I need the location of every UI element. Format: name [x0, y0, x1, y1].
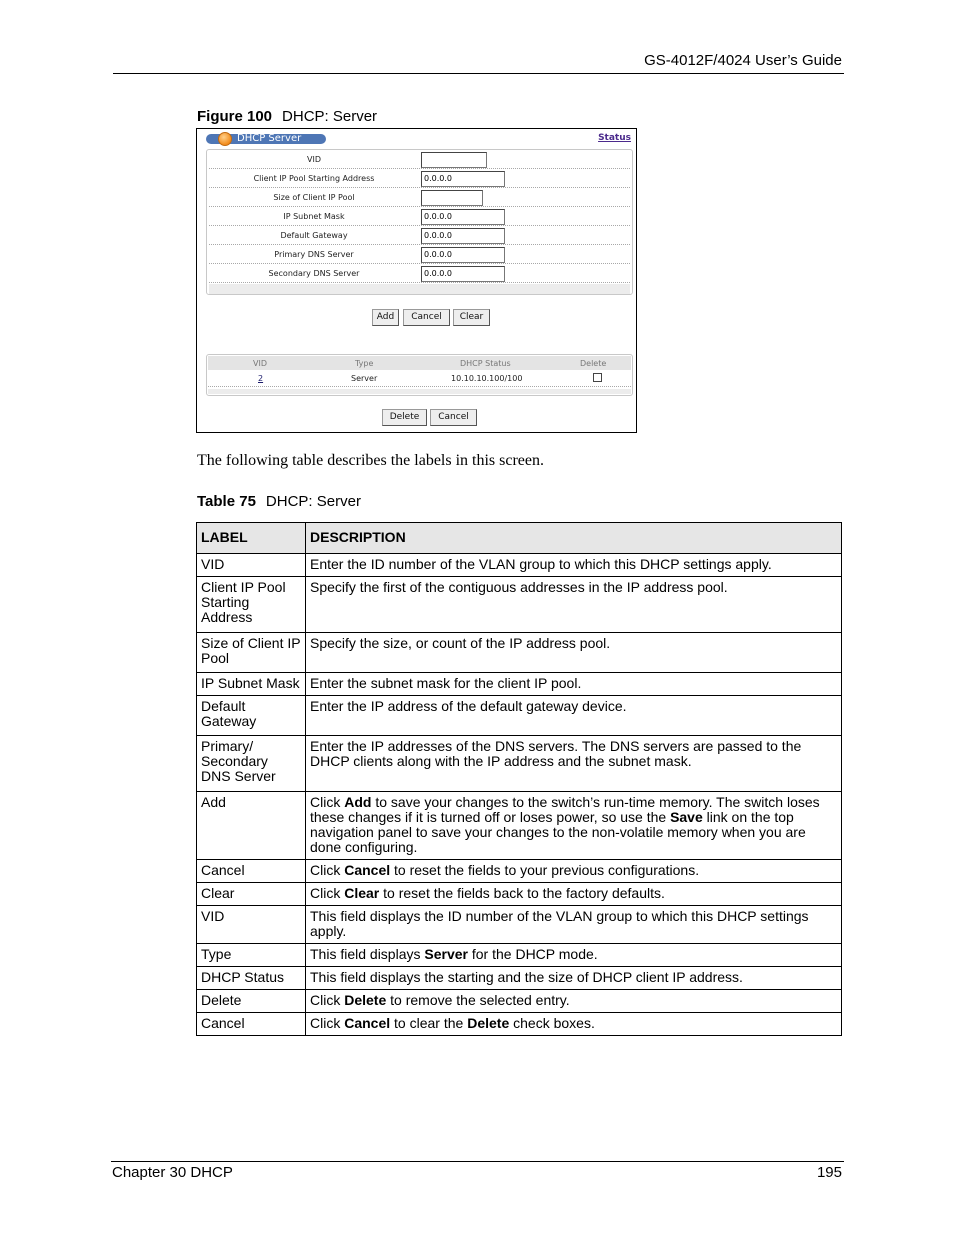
col-type: Type [355, 359, 374, 368]
figure-caption [197, 108, 377, 125]
table-row [197, 990, 842, 1013]
form-buttons [197, 309, 638, 327]
row-description: Enter the ID number of the VLAN group to which this DHCP settings apply. [306, 554, 842, 577]
secondary-dns-input[interactable]: 0.0.0.0 [421, 266, 505, 282]
row-label: Cancel [197, 860, 306, 883]
dhcp-server-list [206, 354, 633, 396]
row-label: Clear [197, 883, 306, 906]
chapter-label: Chapter 30 DHCP [112, 1164, 233, 1181]
table-row [197, 860, 842, 883]
figure-title: DHCP: Server [282, 108, 378, 125]
row-description: This field displays the ID number of the VLAN group to which this DHCP settings apply. [306, 906, 842, 944]
col-delete: Delete [580, 359, 607, 368]
table-row [197, 1013, 842, 1036]
row-description: Click Add to save your changes to the switch’s run-time memory. The switch loses these changes if it is turned off or loses power, so use the Save link on the top navigation panel to save your changes to the non-volatile memory when you are done configuring. [306, 792, 842, 860]
pool-size-input[interactable] [421, 190, 483, 206]
page-header [113, 52, 844, 74]
pool-start-input[interactable]: 0.0.0.0 [421, 171, 505, 187]
primary-dns-input[interactable]: 0.0.0.0 [421, 247, 505, 263]
row-description: Enter the IP address of the default gateway device. [306, 696, 842, 736]
vid-input[interactable] [421, 152, 487, 168]
table-row [197, 577, 842, 633]
row-label: Cancel [197, 1013, 306, 1036]
description-column-header: DESCRIPTION [306, 523, 842, 554]
form-row-vid [209, 150, 630, 169]
pool-size-label: Size of Client IP Pool [273, 193, 355, 202]
guide-title: GS-4012F/4024 User’s Guide [644, 52, 842, 69]
table-row [197, 736, 842, 792]
dhcp-server-screenshot [196, 128, 637, 433]
pool-start-label: Client IP Pool Starting Address [253, 174, 375, 183]
screen-title-bar [206, 134, 631, 144]
row-description: Specify the size, or count of the IP address pool. [306, 633, 842, 673]
label-description-table [196, 522, 842, 1036]
row-label: IP Subnet Mask [197, 673, 306, 696]
secondary-dns-label: Secondary DNS Server [268, 269, 360, 278]
row-description: Click Delete to remove the selected entry. [306, 990, 842, 1013]
gateway-label: Default Gateway [280, 231, 348, 240]
table-row [197, 633, 842, 673]
form-footer-bar [209, 284, 630, 294]
primary-dns-label: Primary DNS Server [274, 250, 354, 259]
subnet-mask-input[interactable]: 0.0.0.0 [421, 209, 505, 225]
row-label: VID [197, 554, 306, 577]
table-row [197, 696, 842, 736]
form-row-primary-dns [209, 245, 630, 264]
table-number: Table 75 [197, 493, 256, 510]
cancel-delete-button[interactable]: Cancel [430, 409, 477, 426]
row-description: Click Clear to reset the fields back to the factory defaults. [306, 883, 842, 906]
row-description: Specify the first of the contiguous addresses in the IP address pool. [306, 577, 842, 633]
table-row [197, 883, 842, 906]
row-type: Server [351, 374, 378, 383]
delete-button[interactable]: Delete [382, 409, 427, 426]
table-header-row [197, 523, 842, 554]
cancel-button[interactable]: Cancel [403, 309, 450, 326]
row-label: Delete [197, 990, 306, 1013]
table-row [197, 906, 842, 944]
page-footer [111, 1161, 844, 1185]
table-row [197, 673, 842, 696]
row-description: Click Cancel to reset the fields to your previous configurations. [306, 860, 842, 883]
table-row [197, 967, 842, 990]
form-row-gateway [209, 226, 630, 245]
screen-title: DHCP Server [237, 133, 302, 144]
col-vid: VID [253, 359, 267, 368]
table-row [197, 792, 842, 860]
row-label: Client IP Pool Starting Address [197, 577, 306, 633]
row-label: Add [197, 792, 306, 860]
status-link[interactable]: Status [598, 133, 631, 143]
row-label: DHCP Status [197, 967, 306, 990]
table-title: DHCP: Server [265, 493, 361, 510]
clear-button[interactable]: Clear [453, 309, 490, 326]
row-label: Size of Client IP Pool [197, 633, 306, 673]
row-label: Primary/ Secondary DNS Server [197, 736, 306, 792]
table-row [197, 944, 842, 967]
row-description: Enter the IP addresses of the DNS servers. The DNS servers are passed to the DHCP clients along with the IP address and the subnet mask. [306, 736, 842, 792]
form-row-pool-size [209, 188, 630, 207]
subnet-mask-label: IP Subnet Mask [283, 212, 345, 221]
row-label: VID [197, 906, 306, 944]
title-orb-icon [218, 132, 232, 146]
row-delete-checkbox[interactable] [593, 373, 602, 382]
table-row [197, 554, 842, 577]
row-label: Type [197, 944, 306, 967]
row-description: This field displays the starting and the size of DHCP client IP address. [306, 967, 842, 990]
vid-label: VID [307, 155, 321, 164]
col-status: DHCP Status [460, 359, 511, 368]
page-number: 195 [816, 1164, 842, 1181]
row-description: Enter the subnet mask for the client IP pool. [306, 673, 842, 696]
list-footer-bar [208, 389, 631, 394]
intro-text: The following table describes the labels in this screen. [197, 452, 545, 469]
gateway-input[interactable]: 0.0.0.0 [421, 228, 505, 244]
row-vid-link[interactable]: 2 [258, 374, 264, 383]
figure-number: Figure 100 [197, 108, 273, 125]
row-label: Default Gateway [197, 696, 306, 736]
add-button[interactable]: Add [372, 309, 399, 326]
form-row-secondary-dns [209, 264, 630, 283]
list-header [208, 356, 631, 370]
list-buttons [197, 409, 638, 427]
row-status: 10.10.10.100/100 [451, 374, 523, 383]
row-description: Click Cancel to clear the Delete check boxes. [306, 1013, 842, 1036]
dhcp-settings-form [206, 149, 633, 295]
label-column-header: LABEL [197, 523, 306, 554]
form-row-pool-start [209, 169, 630, 188]
row-description: This field displays Server for the DHCP mode. [306, 944, 842, 967]
form-row-subnet [209, 207, 630, 226]
table-row [208, 371, 631, 387]
table-caption [197, 493, 361, 510]
